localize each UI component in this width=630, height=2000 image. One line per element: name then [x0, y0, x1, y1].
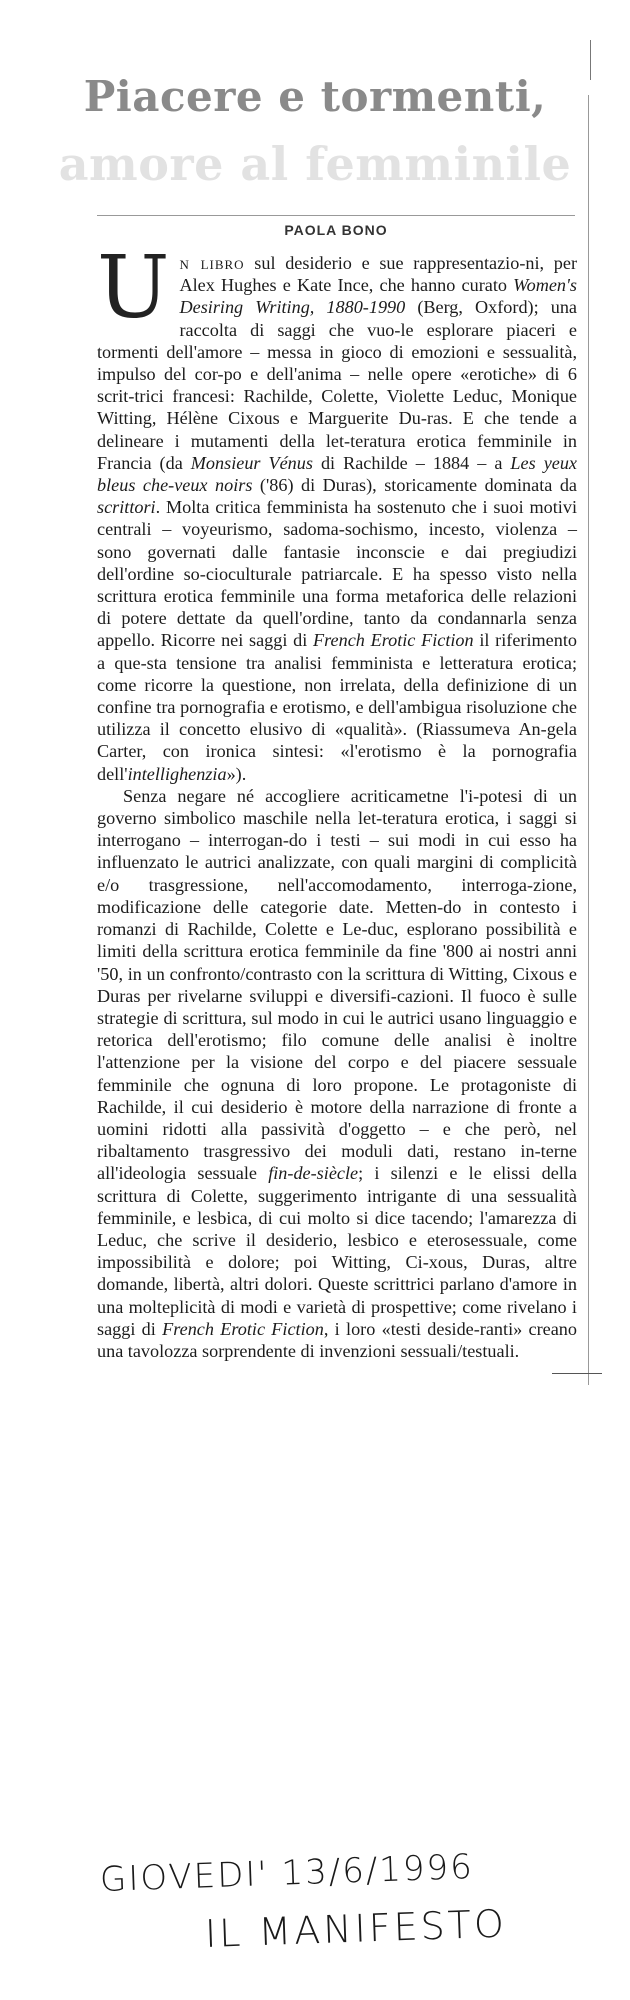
book-title: French Erotic Fiction: [313, 630, 474, 651]
headline-line-1: Piacere e tormenti,: [83, 72, 547, 122]
column-rule: [588, 95, 589, 1385]
byline-rule: [97, 215, 575, 216]
handwritten-date: GIOVEDI' 13/6/1996: [99, 1846, 475, 1900]
paragraph-1: [97, 238, 578, 785]
text-run: . Molta critica femminista ha sostenuto che i suoi motivi centrali – voyeurismo, sadoma-sochismo, incesto, violenza – sono governati dalle fantasie inconscie e dai pregiudizi dell'ordine so-cioculturale patriarcale. E ha spesso visto nella scrittura erotica femminile una forma metaforica delle relazioni di potere dettate da quell'ordine, tanto da condannarla senza appello. Ricorre nei saggi di: [97, 497, 577, 651]
text-run: (Berg, Oxford); una raccolta di saggi che vuo-le esplorare piaceri e tormenti dell'amore – messa in gioco di emozioni e sessualità, impulso del cor-po e dell'anima – nelle opere «erotiche» di 6 scrit-trici francesi: Rachilde, Colette, Violette Leduc, Monique Witting, Hélène Cixous e Marguerite Du-ras. E che tende a delineare i mutamenti della let-teratura erotica femminile in Francia (da: [97, 297, 577, 473]
text-run: ; i silenzi e le elissi della scrittura di Colette, suggerimento intrigante di una sessualità femminile, e lesbica, di cui molto si dice tacendo; l'amarezza di Leduc, che scrive il desiderio, lesbico e eterosessuale, come impossibilità e dolore; poi Witting, Ci-xous, Duras, altre domande, libertà, altri dolori. Queste scrittrici parlano d'amore in una molteplicità di modi e varietà di prospettive; come rivelano i saggi di: [97, 1163, 578, 1339]
handwritten-newspaper-name: IL MANIFESTO: [204, 1901, 508, 1956]
article-body: [97, 238, 578, 1362]
book-title: Les yeux bleus che-veux noirs: [97, 452, 578, 496]
byline: PAOLA BONO: [284, 222, 388, 238]
paragraph-2: [97, 785, 577, 1362]
emphasis: fin-de-siècle: [268, 1163, 359, 1184]
text-run: sul desiderio e sue rappresentazio-ni, per Alex Hughes e Kate Ince, che hanno curato: [179, 253, 577, 296]
book-title: Women's Desiring Writing, 1880-1990: [179, 275, 577, 318]
drop-cap: U: [97, 238, 170, 338]
emphasis: scrittori: [97, 497, 156, 518]
headline-line-2: amore al femminile: [58, 136, 572, 191]
text-run: »).: [226, 763, 247, 784]
lead-in: n libro: [179, 253, 245, 273]
book-title: Monsieur Vénus: [190, 452, 313, 473]
text-run: , i loro «testi deside-ranti» creano una tavolozza sorprendente di invenzioni sessuali/testuali.: [97, 1318, 577, 1361]
text-run: Senza negare né accogliere acriticametne l'i-potesi di un governo simbolico maschile nella let-teratura erotica, i saggi si interrogano – interrogan-do i testi – sui modi in cui esso ha influenzato le autrici analizzate, con quali margini di complicità e/o trasgressione, nell'accomodamento, interroga-zione, modificazione delle categorie date. Metten-do in contesto i romanzi di Rachilde, Colette e Le-duc, esplorano possibilità e limiti della scrittura erotica femminile da fine '800 ai nostri anni '50, in un confronto/contrasto con la scrittura di Witting, Cixous e Duras per rivelarne sviluppi e diversifi-cazioni. Il fuoco è sulle strategie di scrittura, sul modo in cui le autrici usano linguaggio e retorica dell'erotismo; filo comune delle analisi è inoltre l'attenzione per la visione del corpo e del piacere sessuale femminile che ognuna di loro propone. Le protagoniste di Rachilde, il cui desiderio è motore della narrazione di fronte a uomini ridotti alla passività d'oggetto – e che però, nel ribaltamento trasgressivo dei moduli dati, restano in-terne all'ideologia sessuale: [97, 785, 577, 1184]
book-title: French Erotic Fiction: [162, 1318, 324, 1339]
text-run: di Rachilde – 1884 – a: [312, 452, 511, 473]
emphasis: intellighenzia: [127, 763, 227, 784]
text-run: ('86) di Duras), storicamente dominata da: [252, 475, 577, 496]
margin-leader-line: [552, 1373, 602, 1374]
text-run: il riferimento a que-sta tensione tra analisi femminista e letteratura erotica; come ricorre la questione, non irrelata, della definizione di un confine tra pornografia e erotismo, e dell'ambigua risoluzione che utilizza il concetto elusivo di «qualità». (Riassumeva An-gela Carter, con ironica sintesi: «l'erotismo è la pornografia dell': [97, 630, 577, 784]
